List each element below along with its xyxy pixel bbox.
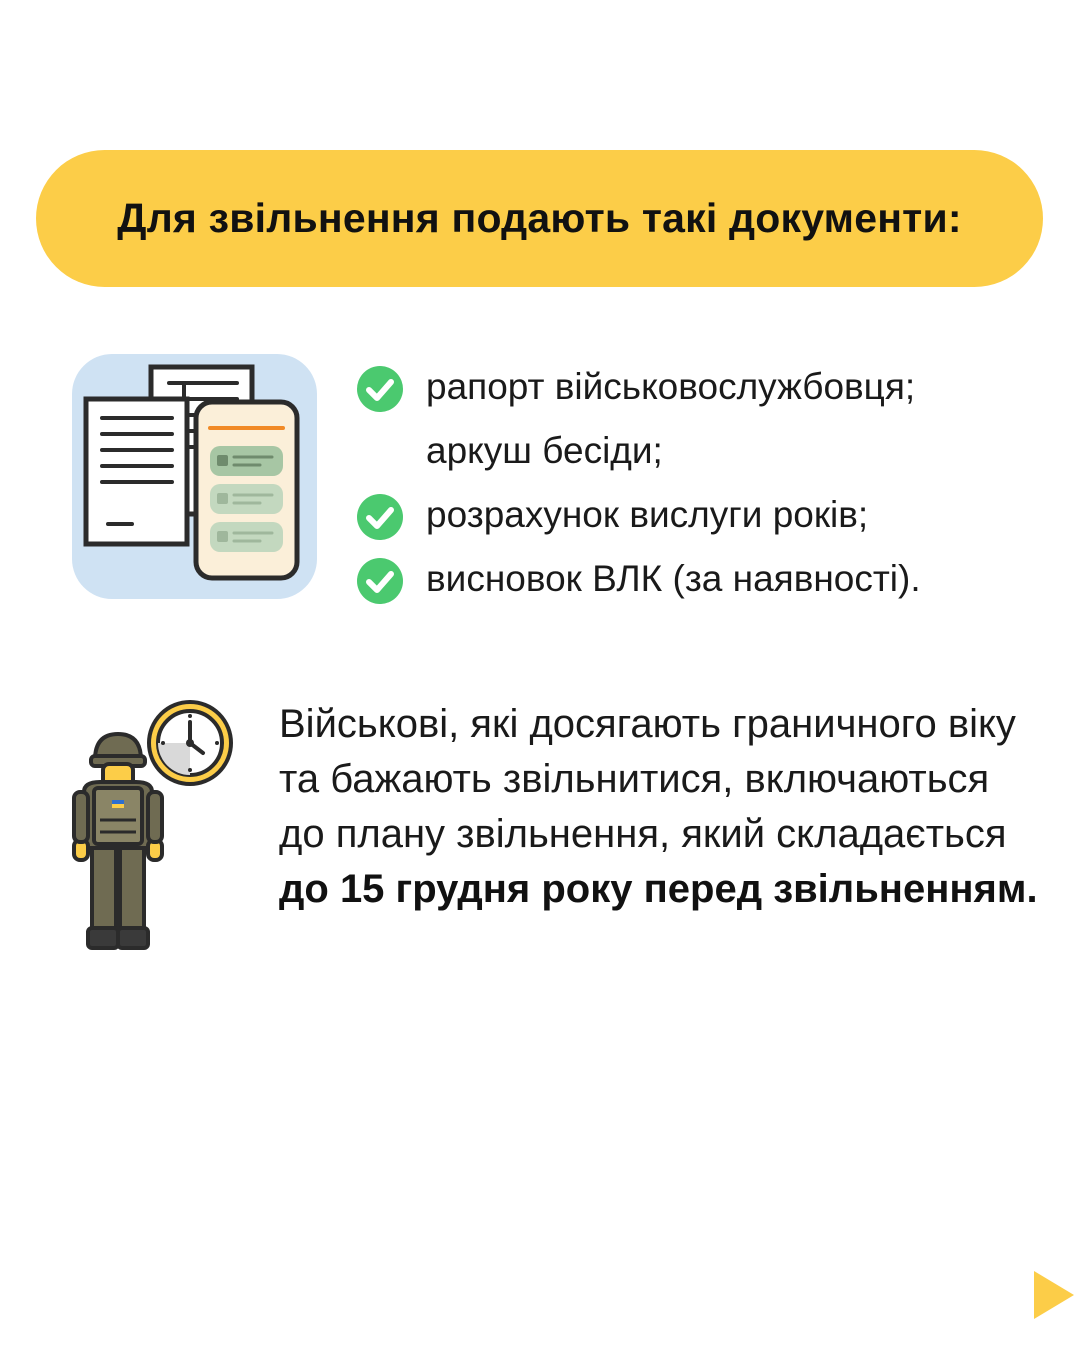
list-item-label: аркуш бесіди; xyxy=(426,430,663,471)
info-paragraph xyxy=(279,697,1039,917)
list-item-label: рапорт військовослужбовця; xyxy=(426,366,916,407)
check-circle-icon xyxy=(356,557,404,605)
list-item-label: висновок ВЛК (за наявності). xyxy=(426,558,921,599)
documents-list xyxy=(356,355,1056,611)
list-item xyxy=(356,419,1056,483)
list-item xyxy=(356,483,1056,547)
info-text-regular: Військові, які досягають граничного віку та бажають звільнитися, включаються до плану звільнення, який складається xyxy=(279,702,1016,856)
check-circle-icon xyxy=(356,365,404,413)
list-item-label: розрахунок вислуги років; xyxy=(426,494,869,535)
page-title: Для звільнення подають такі документи: xyxy=(117,195,962,241)
check-circle-icon xyxy=(356,493,404,541)
header-banner xyxy=(36,150,1043,287)
clock-icon xyxy=(149,702,231,784)
list-item xyxy=(356,547,1056,611)
info-text-bold: до 15 грудня року перед звільненням. xyxy=(279,867,1038,911)
next-arrow-icon[interactable] xyxy=(1034,1271,1074,1319)
documents-illustration xyxy=(72,354,317,599)
list-item xyxy=(356,355,1056,419)
soldier-illustration xyxy=(66,700,236,956)
